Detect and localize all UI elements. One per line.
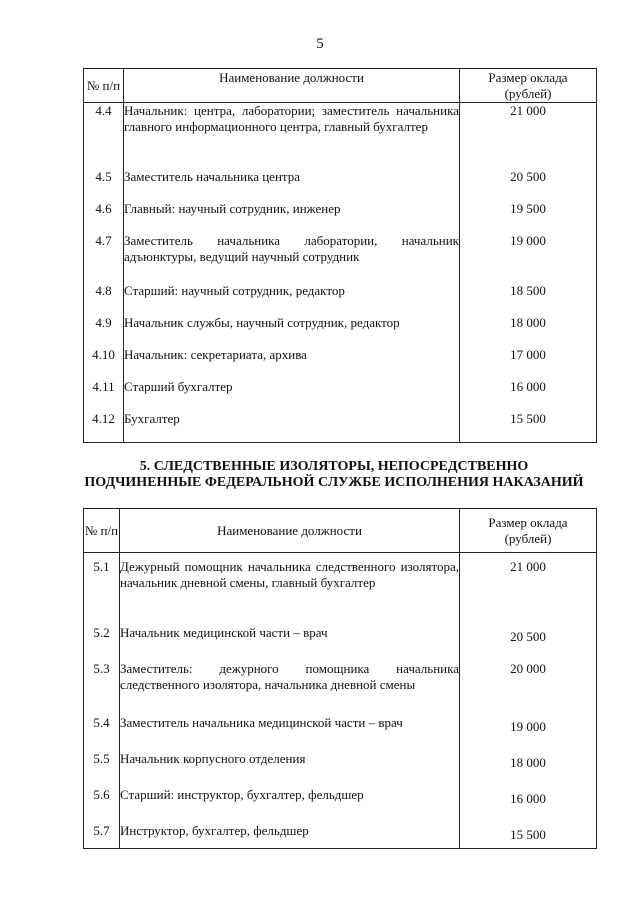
position-name: Заместитель начальника центра xyxy=(124,169,460,201)
salary-value: 20 000 xyxy=(460,661,597,715)
position-name: Начальник: центра, лаборатории; заместитель начальника главного информационного центра, главный бухгалтер xyxy=(124,103,460,169)
table-row xyxy=(84,411,597,443)
position-name: Начальник: секретариата, архива xyxy=(124,347,460,379)
row-number: 5.3 xyxy=(84,661,120,715)
table-row xyxy=(84,553,597,625)
salary-value: 19 000 xyxy=(460,715,597,751)
header-number: № п/п xyxy=(84,509,120,553)
salary-value: 18 500 xyxy=(460,283,597,315)
position-name: Заместитель начальника лаборатории, начальник адъюнктуры, ведущий научный сотрудник xyxy=(124,233,460,283)
salary-value: 21 000 xyxy=(460,553,597,625)
row-number: 5.2 xyxy=(84,625,120,661)
salary-value: 16 000 xyxy=(460,787,597,823)
position-name: Дежурный помощник начальника следственного изолятора, начальник дневной смены, главный бухгалтер xyxy=(120,553,460,625)
row-number: 4.5 xyxy=(84,169,124,201)
section-title-line-2: ПОДЧИНЕННЫЕ ФЕДЕРАЛЬНОЙ СЛУЖБЕ ИСПОЛНЕНИЯ НАКАЗАНИЙ xyxy=(84,475,584,490)
table-row xyxy=(84,715,597,751)
header-salary: Размер оклада (рублей) xyxy=(460,69,597,103)
row-number: 5.1 xyxy=(84,553,120,625)
table-row xyxy=(84,103,597,169)
row-number: 5.5 xyxy=(84,751,120,787)
row-number: 4.7 xyxy=(84,233,124,283)
salary-value: 21 000 xyxy=(460,103,597,169)
salary-value: 15 500 xyxy=(460,411,597,443)
table-row xyxy=(84,625,597,661)
salary-value: 19 500 xyxy=(460,201,597,233)
section-title-line-1: 5. СЛЕДСТВЕННЫЕ ИЗОЛЯТОРЫ, НЕПОСРЕДСТВЕННО xyxy=(139,459,529,474)
row-number: 4.4 xyxy=(84,103,124,169)
salary-table-section-4 xyxy=(83,68,597,443)
position-name: Инструктор, бухгалтер, фельдшер xyxy=(120,823,460,849)
table-row xyxy=(84,347,597,379)
table-row xyxy=(84,661,597,715)
position-name: Старший бухгалтер xyxy=(124,379,460,411)
salary-table-section-5 xyxy=(83,508,597,849)
table-row xyxy=(84,751,597,787)
page-number: 5 xyxy=(316,36,324,52)
row-number: 4.11 xyxy=(84,379,124,411)
row-number: 4.12 xyxy=(84,411,124,443)
table-row xyxy=(84,169,597,201)
position-name: Начальник службы, научный сотрудник, редактор xyxy=(124,315,460,347)
table-row xyxy=(84,233,597,283)
salary-value: 17 000 xyxy=(460,347,597,379)
position-name: Старший: инструктор, бухгалтер, фельдшер xyxy=(120,787,460,823)
row-number: 5.6 xyxy=(84,787,120,823)
row-number: 4.10 xyxy=(84,347,124,379)
salary-value: 19 000 xyxy=(460,233,597,283)
position-name: Начальник корпусного отделения xyxy=(120,751,460,787)
row-number: 4.8 xyxy=(84,283,124,315)
salary-value: 18 000 xyxy=(460,315,597,347)
salary-value: 16 000 xyxy=(460,379,597,411)
header-position-name: Наименование должности xyxy=(124,69,460,103)
position-name: Главный: научный сотрудник, инженер xyxy=(124,201,460,233)
section-5-title xyxy=(60,459,608,491)
table-row xyxy=(84,315,597,347)
position-name: Заместитель начальника медицинской части – врач xyxy=(120,715,460,751)
header-salary: Размер оклада (рублей) xyxy=(460,509,597,553)
position-name: Старший: научный сотрудник, редактор xyxy=(124,283,460,315)
row-number: 5.4 xyxy=(84,715,120,751)
salary-value: 15 500 xyxy=(460,823,597,849)
row-number: 4.9 xyxy=(84,315,124,347)
row-number: 4.6 xyxy=(84,201,124,233)
table-row xyxy=(84,283,597,315)
salary-value: 18 000 xyxy=(460,751,597,787)
position-name: Заместитель: дежурного помощника начальника следственного изолятора, начальника дневной смены xyxy=(120,661,460,715)
salary-value: 20 500 xyxy=(460,169,597,201)
row-number: 5.7 xyxy=(84,823,120,849)
table-row xyxy=(84,379,597,411)
table-row xyxy=(84,823,597,849)
salary-value: 20 500 xyxy=(460,625,597,661)
position-name: Начальник медицинской части – врач xyxy=(120,625,460,661)
position-name: Бухгалтер xyxy=(124,411,460,443)
table-row xyxy=(84,201,597,233)
table-row xyxy=(84,787,597,823)
header-number: № п/п xyxy=(84,69,124,103)
header-position-name: Наименование должности xyxy=(120,509,460,553)
